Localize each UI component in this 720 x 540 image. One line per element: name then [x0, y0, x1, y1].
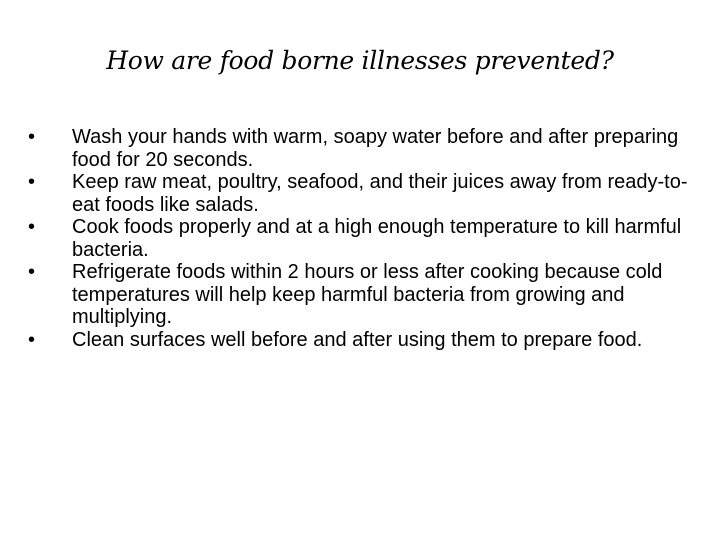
bullet-item: [28, 171, 700, 216]
bullet-list: [28, 126, 700, 351]
bullet-text: Cook foods properly and at a high enough temperature to kill harmful bacteria.: [72, 216, 682, 261]
bullet-dot: •: [28, 126, 36, 148]
bullet-item: [28, 216, 700, 261]
bullet-text: Refrigerate foods within 2 hours or less after cooking because cold temperatures will help keep harmful bacteria from growing and multiplying.: [72, 261, 663, 328]
bullet-item: [28, 126, 700, 171]
bullet-dot: •: [28, 328, 36, 351]
bullet-dot: •: [28, 171, 36, 193]
bullet-item: [28, 261, 700, 329]
bullet-text: Keep raw meat, poultry, seafood, and their juices away from ready-to-eat foods like salads.: [72, 171, 688, 216]
bullet-text: Wash your hands with warm, soapy water before and after preparing food for 20 seconds.: [72, 126, 679, 171]
slide-title: How are food borne illnesses prevented?: [106, 46, 614, 75]
bullet-item: [28, 329, 700, 352]
bullet-dot: •: [28, 261, 36, 283]
bullet-dot: •: [28, 216, 36, 238]
bullet-text: Clean surfaces well before and after using them to prepare food.: [72, 328, 643, 351]
